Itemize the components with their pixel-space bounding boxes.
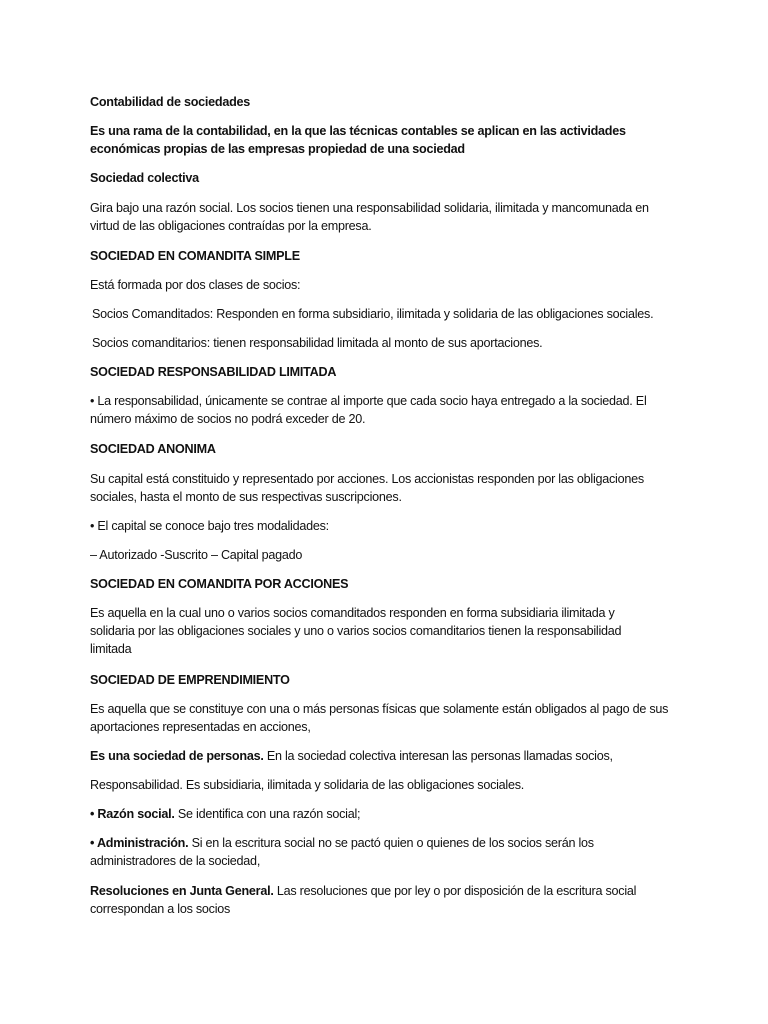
intro-paragraph: Es una rama de la contabilidad, en la que las técnicas contables se aplican en las actividades económicas propias de las empresas propiedad de una sociedad xyxy=(90,124,626,156)
heading-sociedad-anonima: SOCIEDAD ANONIMA xyxy=(90,442,216,456)
bullet-capital-modalidades: • El capital se conoce bajo tres modalidades: xyxy=(90,519,329,533)
paragraph-resoluciones xyxy=(90,882,675,918)
bold-resoluciones: Resoluciones en Junta General. xyxy=(90,884,274,898)
paragraph-sociedad-anonima: Su capital está constituido y representado por acciones. Los accionistas responden por las obligaciones sociales, hasta el monto de sus respectivas suscripciones. xyxy=(90,472,644,504)
heading-comandita-simple: SOCIEDAD EN COMANDITA SIMPLE xyxy=(90,249,300,263)
bullet-razon-social xyxy=(90,805,690,823)
paragraph-responsabilidad: Responsabilidad. Es subsidiaria, ilimitada y solidaria de las obligaciones sociales. xyxy=(90,778,525,792)
paragraph-sociedad-colectiva: Gira bajo una razón social. Los socios tienen una responsabilidad solidaria, ilimitada y mancomunada en virtud de las obligaciones contraídas por la empresa. xyxy=(90,201,649,233)
document-title: Contabilidad de sociedades xyxy=(90,95,251,109)
bullet-administracion xyxy=(90,834,625,870)
paragraph-emprendimiento: Es aquella que se constituye con una o más personas físicas que solamente están obligados al pago de sus aportaciones representadas en acciones, xyxy=(90,702,669,734)
heading-comandita-acciones: SOCIEDAD EN COMANDITA POR ACCIONES xyxy=(90,577,349,591)
text-resoluciones: Las resoluciones que por ley o por disposición de la escritura social correspondan a los socios xyxy=(90,884,637,916)
heading-responsabilidad-limitada: SOCIEDAD RESPONSABILIDAD LIMITADA xyxy=(90,365,337,379)
text-sociedad-personas: En la sociedad colectiva interesan las personas llamadas socios, xyxy=(263,749,613,763)
paragraph-responsabilidad-limitada: • La responsabilidad, únicamente se contrae al importe que cada socio haya entregado a la sociedad. El número máximo de socios no podrá exceder de 20. xyxy=(90,394,647,426)
paragraph-socios-comanditados: Socios Comanditados: Responden en forma subsidiario, ilimitada y solidaria de las obligaciones sociales. xyxy=(92,307,654,321)
heading-emprendimiento: SOCIEDAD DE EMPRENDIMIENTO xyxy=(90,673,290,687)
paragraph-socios-comanditarios: Socios comanditarios: tienen responsabilidad limitada al monto de sus aportaciones. xyxy=(92,336,543,350)
heading-sociedad-colectiva: Sociedad colectiva xyxy=(90,171,199,185)
paragraph-sociedad-personas xyxy=(90,747,690,765)
bold-razon-social: • Razón social. xyxy=(90,807,175,821)
paragraph-comandita-simple-intro: Está formada por dos clases de socios: xyxy=(90,278,301,292)
text-razon-social: Se identifica con una razón social; xyxy=(174,807,361,821)
paragraph-modalidades: – Autorizado -Suscrito – Capital pagado xyxy=(90,548,303,562)
paragraph-comandita-acciones: Es aquella en la cual uno o varios socios comanditados responden en forma subsidiaria ilimitada y solidaria por las obligaciones sociales y uno o varios socios comanditarios tienen la responsabilidad limitada xyxy=(90,606,622,656)
text-administracion: Si en la escritura social no se pactó quien o quienes de los socios serán los administradores de la sociedad, xyxy=(90,836,594,868)
bold-administracion: • Administración. xyxy=(90,836,189,850)
bold-sociedad-personas: Es una sociedad de personas. xyxy=(90,749,264,763)
